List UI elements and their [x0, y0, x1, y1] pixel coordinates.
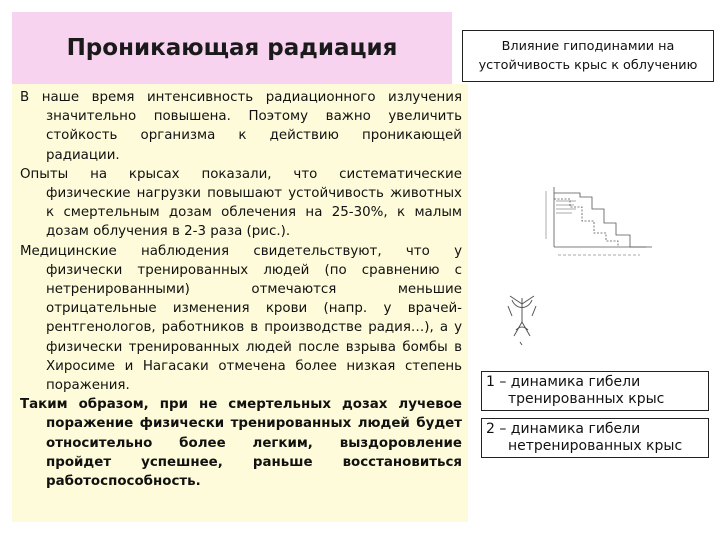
legend-trained-rats	[481, 371, 709, 411]
paragraph-medical: Медицинские наблюдения свидетельствуют, что у физически тренированных людей (по сравнению с нетренированными) отмечаются меньшие отрицательные изменения крови (напр. у врачей-рентгенологов, работников в производстве радия…), а у физически тренированных людей после взрыва бомбы в Хиросиме и Нагасаки отмечена более низкая степень поражения.	[20, 243, 462, 394]
paragraph-experiments: Опыты на крысах показали, что систематические физические нагрузки повышают устойчивость животных к смертельным дозам облечения на 25-30%, к малым дозам облучения в 2-3 раза (рис.).	[20, 166, 462, 240]
athlete-figure-image	[502, 292, 542, 346]
paragraph-intro: В наше время интенсивность радиационного излучения значительно повышена. Поэтому важно увеличить стойкость организма к действию проникающей радиации.	[20, 90, 462, 163]
rat-survival-chart-image	[540, 183, 660, 263]
figure-caption: Влияние гиподинамии на устойчивость крыс к облучению	[478, 39, 698, 73]
body-text-panel	[12, 84, 468, 522]
paragraph-conclusion: Таким образом, при не смертельных дозах лучевое поражение физически тренированных людей будет относительно более легким, выздоровление пройдет успешнее, раньше восстановиться работоспособность.	[20, 397, 462, 490]
legend-trained-line1: 1 – динамика гибели	[486, 374, 641, 390]
slide-title: Проникающая радиация	[66, 35, 398, 61]
slide-title-box	[12, 12, 452, 84]
legend-untrained-rats	[481, 418, 709, 458]
figure-caption-box	[462, 30, 714, 82]
legend-untrained-line2: нетренированных крыс	[508, 438, 683, 454]
legend-untrained-line1: 2 – динамика гибели	[486, 421, 641, 437]
legend-trained-line2: тренированных крыс	[508, 391, 665, 407]
